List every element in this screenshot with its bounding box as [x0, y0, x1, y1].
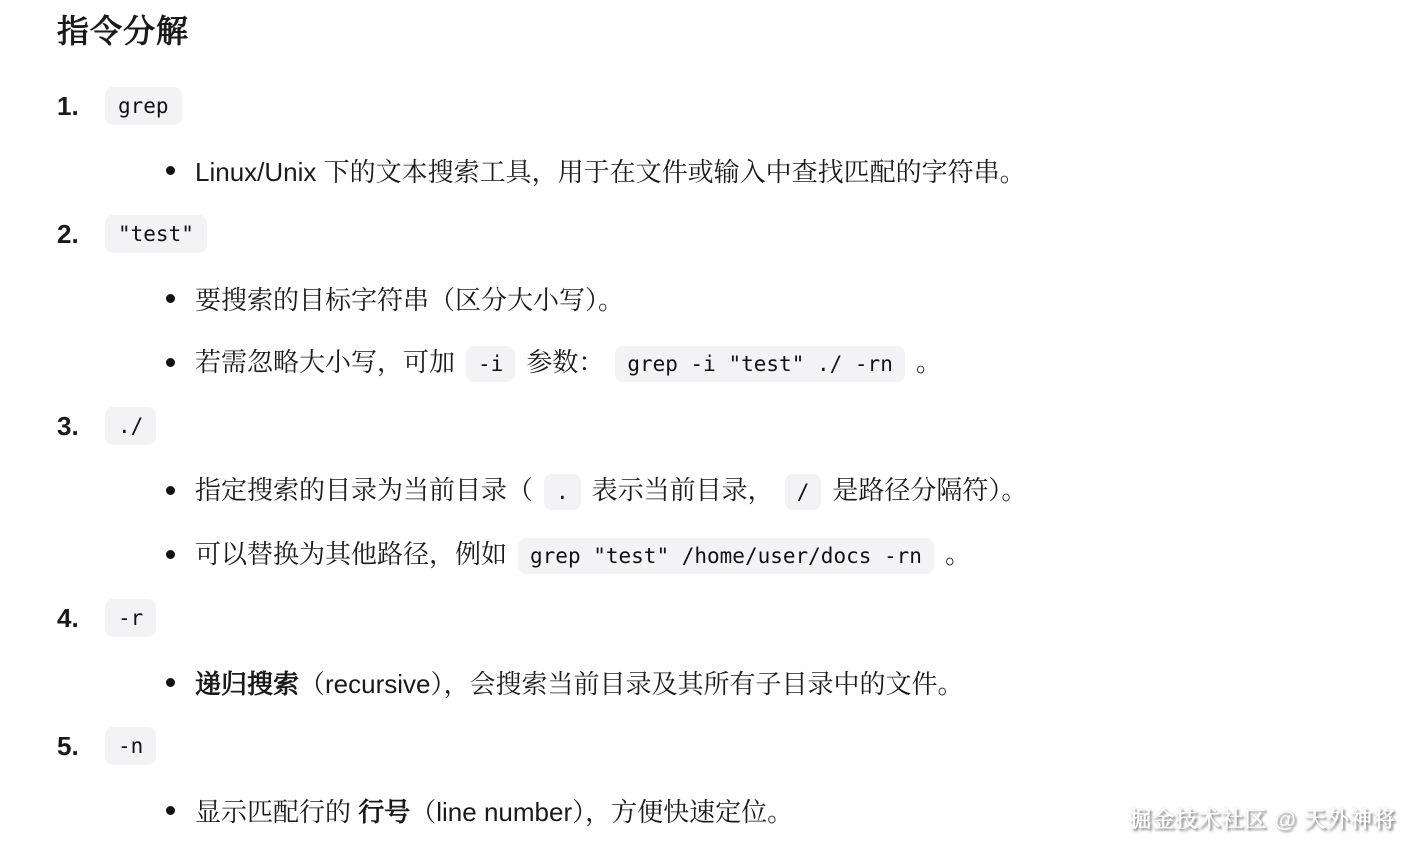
bold-text-segment: 行号: [358, 796, 411, 827]
text-segment: 。: [915, 347, 942, 377]
inline-code-grep-path-command: grep "test" /home/user/docs -rn: [518, 538, 934, 574]
bold-text-segment: 递归搜索: [195, 668, 300, 699]
text-segment: 显示匹配行的: [195, 796, 359, 827]
list-number: 4.: [57, 602, 79, 633]
inline-code-n-flag: -n: [105, 727, 156, 765]
inline-code-dot-slash: ./: [105, 407, 156, 445]
page-title: 指令分解: [57, 13, 190, 49]
watermark: 掘金技术社区 @ 天外神将: [1129, 807, 1396, 832]
text-segment: （recursive），会搜索当前目录及其所有子目录中的文件。: [299, 668, 964, 699]
list-number: 5.: [57, 730, 79, 761]
text-segment: 要搜索的目标字符串（区分大小写）。: [195, 284, 625, 315]
text-segment: 是路径分隔符）。: [832, 475, 1028, 505]
list-item-1-bullet-1: [166, 138, 1422, 202]
inline-code-slash: /: [785, 474, 822, 510]
list-item-2-bullet-1: [166, 266, 1422, 330]
text-segment: 参数：: [526, 347, 605, 377]
bullet-dot-icon: [166, 166, 175, 175]
bullet-text: [195, 664, 964, 701]
text-segment: （line number），方便快速定位。: [410, 796, 794, 827]
text-segment: 。: [944, 539, 971, 569]
bullet-text: [195, 342, 942, 382]
text-segment: 若需忽略大小写，可加: [195, 347, 456, 377]
inline-code-r-flag: -r: [105, 599, 156, 637]
inline-code-test: "test": [105, 215, 207, 253]
inline-code-dot: .: [544, 474, 581, 510]
bullet-dot-icon: [166, 294, 175, 303]
inline-code-grep-i-command: grep -i "test" ./ -rn: [615, 346, 905, 382]
list-item-2-bullet-2: [166, 330, 1422, 394]
text-segment: 表示当前目录，: [591, 475, 774, 505]
list-number: 1.: [57, 90, 79, 121]
bullet-text: [195, 792, 793, 829]
list-item-5-header: [57, 714, 1422, 778]
list-item-3-bullet-1: [166, 458, 1422, 522]
list-item-2-header: [57, 202, 1422, 266]
text-segment: Linux/Unix 下的文本搜索工具，用于在文件或输入中查找匹配的字符串。: [195, 156, 1026, 187]
bullet-text: [195, 534, 971, 574]
list-item-3-header: [57, 394, 1422, 458]
text-segment: 指定搜索的目录为当前目录（: [195, 475, 534, 505]
list-item-3-bullet-2: [166, 522, 1422, 586]
text-segment: 可以替换为其他路径，例如: [195, 539, 508, 569]
list-item-4-bullet-1: [166, 650, 1422, 714]
bullet-text: [195, 280, 624, 317]
bullet-dot-icon: [166, 806, 175, 815]
list-item-4-header: [57, 586, 1422, 650]
inline-code-grep: grep: [105, 87, 182, 125]
list-number: 3.: [57, 410, 79, 441]
list-item-1-header: [57, 74, 1422, 138]
bullet-text: [195, 152, 1026, 189]
bullet-text: [195, 470, 1027, 510]
inline-code-i-flag: -i: [466, 346, 515, 382]
bullet-dot-icon: [166, 550, 175, 559]
list-number: 2.: [57, 218, 79, 249]
bullet-dot-icon: [166, 678, 175, 687]
bullet-dot-icon: [166, 486, 175, 495]
bullet-dot-icon: [166, 358, 175, 367]
